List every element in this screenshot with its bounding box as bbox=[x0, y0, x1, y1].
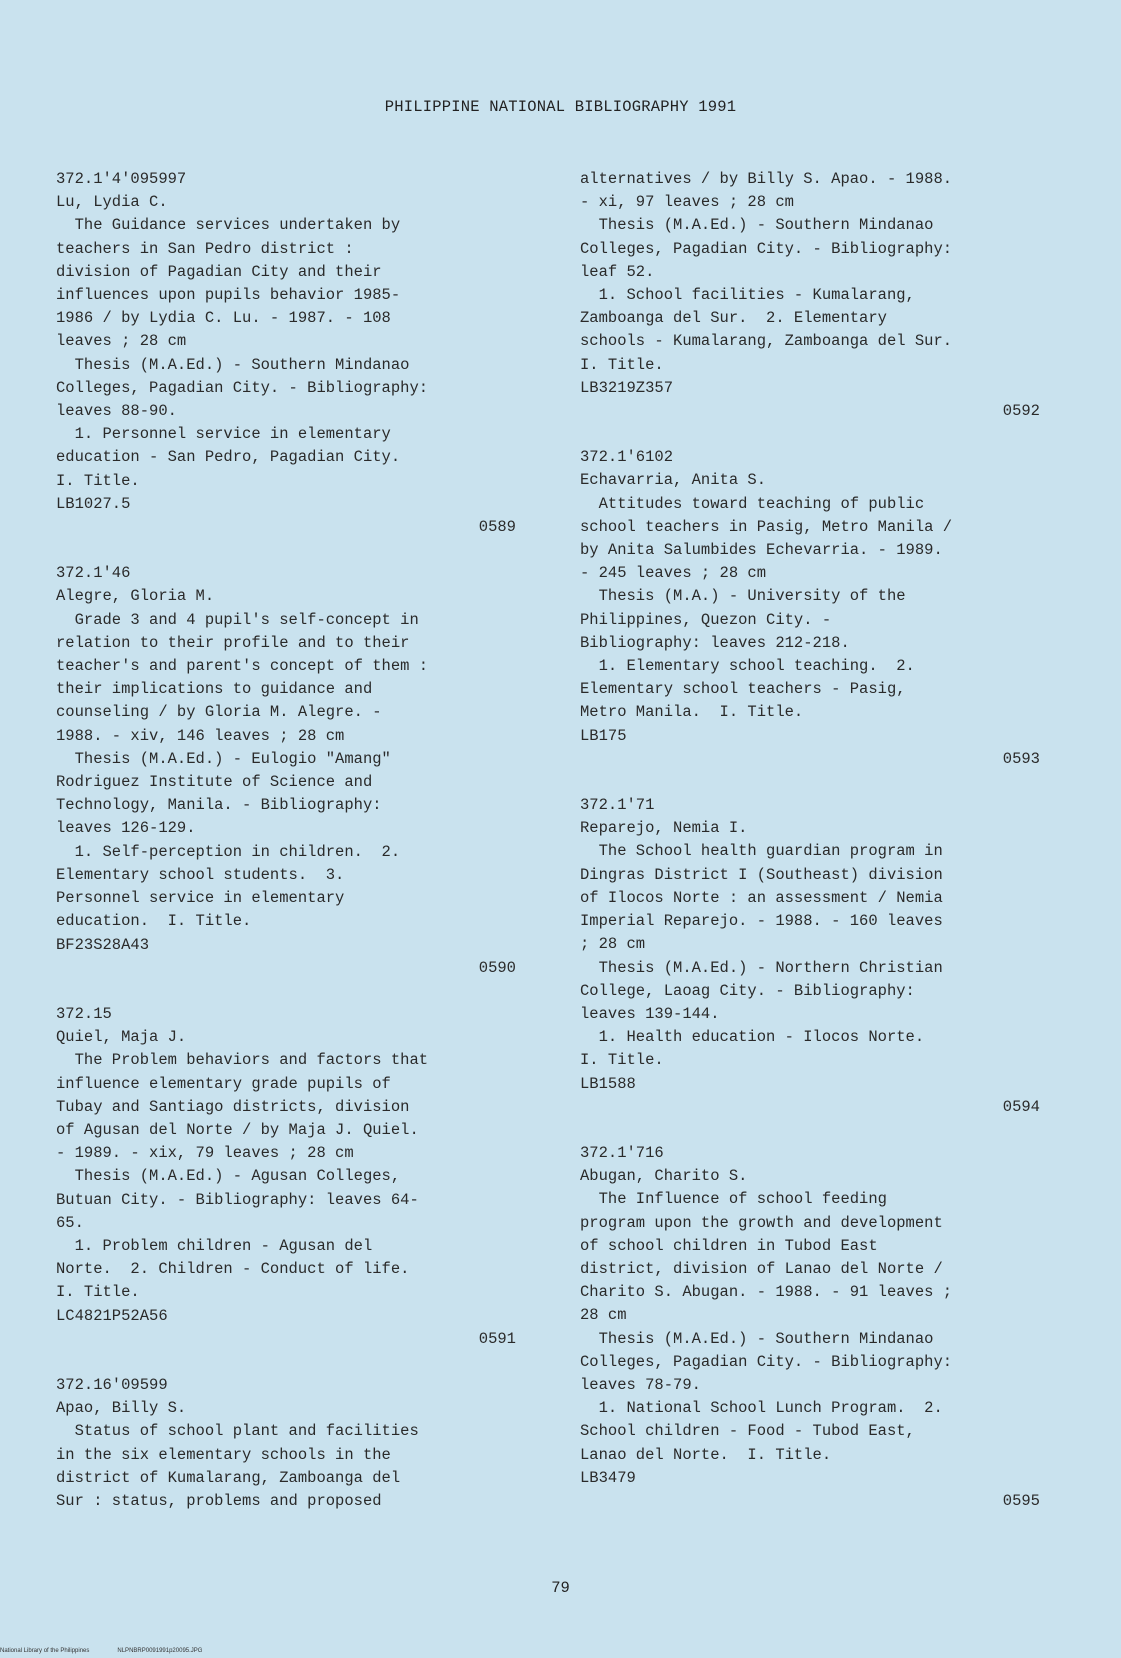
entry-line: School children - Food - Tubod East, bbox=[580, 1422, 915, 1441]
entry-line: Norte. 2. Children - Conduct of life. bbox=[56, 1260, 410, 1279]
entry-line: I. Title. bbox=[56, 471, 140, 490]
entry-line: Thesis (M.A.Ed.) - Eulogio "Amang" bbox=[56, 749, 391, 768]
author: Lu, Lydia C. bbox=[56, 193, 168, 212]
entry-line: relation to their profile and to their bbox=[56, 633, 410, 652]
page-header: PHILIPPINE NATIONAL BIBLIOGRAPHY 1991 bbox=[384, 98, 737, 116]
entry-line: school teachers in Pasig, Metro Manila / bbox=[580, 517, 953, 536]
entry-line: ; 28 cm bbox=[580, 935, 646, 954]
entry-line: I. Title. bbox=[580, 355, 664, 374]
entry-line: I. Title. bbox=[56, 1283, 140, 1302]
entry-line: of Agusan del Norte / by Maja J. Quiel. bbox=[56, 1120, 419, 1139]
entry-line: Thesis (M.A.Ed.) - Southern Mindanao bbox=[56, 355, 410, 374]
lc-number: LB175 bbox=[580, 726, 627, 745]
entry-line: by Anita Salumbides Echevarria. - 1989. bbox=[580, 541, 943, 560]
lc-number: LC4821P52A56 bbox=[56, 1306, 168, 1325]
entry-line: leaf 52. bbox=[580, 262, 655, 281]
entry-line: Lanao del Norte. I. Title. bbox=[580, 1445, 832, 1464]
bib-entry bbox=[580, 794, 1040, 1119]
entry-line: Colleges, Pagadian City. - Bibliography: bbox=[580, 1352, 953, 1371]
entry-line: schools - Kumalarang, Zamboanga del Sur. bbox=[580, 332, 953, 351]
entry-line: education - San Pedro, Pagadian City. bbox=[56, 448, 401, 467]
entry-line: leaves 78-79. bbox=[580, 1375, 701, 1394]
entry-line: 65. bbox=[56, 1213, 84, 1232]
entry-line: Dingras District I (Southeast) division bbox=[580, 865, 943, 884]
call-number: 372.1'716 bbox=[580, 1143, 664, 1162]
bib-entry bbox=[580, 446, 1040, 771]
bib-entry bbox=[56, 1374, 516, 1513]
entry-number: 0593 bbox=[1002, 749, 1040, 768]
page-number: 79 bbox=[551, 1579, 570, 1597]
bib-entry bbox=[56, 1003, 516, 1351]
entry-number: 0595 bbox=[1002, 1491, 1040, 1510]
entry-line: Rodriguez Institute of Science and bbox=[56, 773, 373, 792]
entry-line: - 245 leaves ; 28 cm bbox=[580, 564, 767, 583]
entry-line: 1. Elementary school teaching. 2. bbox=[580, 657, 915, 676]
entry-number: 0594 bbox=[1002, 1097, 1040, 1116]
entry-line: division of Pagadian City and their bbox=[56, 262, 382, 281]
entry-line: education. I. Title. bbox=[56, 912, 252, 931]
entry-line: 28 cm bbox=[580, 1306, 627, 1325]
entry-line: 1. Health education - Ilocos Norte. bbox=[580, 1028, 925, 1047]
author: Apao, Billy S. bbox=[56, 1399, 187, 1418]
bib-entry bbox=[56, 562, 516, 980]
lc-number: LB3219Z357 bbox=[580, 378, 674, 397]
author: Quiel, Maja J. bbox=[56, 1028, 187, 1047]
entry-line: - 1989. - xix, 79 leaves ; 28 cm bbox=[56, 1144, 354, 1163]
entry-line: 1. National School Lunch Program. 2. bbox=[580, 1399, 943, 1418]
bib-entry bbox=[56, 168, 516, 539]
call-number: 372.16'09599 bbox=[56, 1375, 168, 1394]
call-number: 372.1'46 bbox=[56, 564, 131, 583]
entry-line: The Guidance services undertaken by bbox=[56, 216, 401, 235]
entry-line: Grade 3 and 4 pupil's self-concept in bbox=[56, 610, 419, 629]
left-column bbox=[56, 168, 516, 1536]
entry-line: 1988. - xiv, 146 leaves ; 28 cm bbox=[56, 726, 345, 745]
entry-line: district, division of Lanao del Norte / bbox=[580, 1259, 943, 1278]
entry-line: Butuan City. - Bibliography: leaves 64- bbox=[56, 1190, 419, 1209]
entry-line: Thesis (M.A.Ed.) - Southern Mindanao bbox=[580, 1329, 934, 1348]
entry-line: 1. School facilities - Kumalarang, bbox=[580, 286, 915, 305]
entry-line: leaves 88-90. bbox=[56, 402, 177, 421]
entry-line: 1. Personnel service in elementary bbox=[56, 425, 391, 444]
entry-line: teacher's and parent's concept of them : bbox=[56, 657, 429, 676]
file-name: NLPNBRP0091991p20095.JPG bbox=[117, 1648, 203, 1654]
entry-line: Thesis (M.A.) - University of the bbox=[580, 587, 906, 606]
author: Echavarria, Anita S. bbox=[580, 471, 767, 490]
entry-line: 1. Self-perception in children. 2. bbox=[56, 842, 401, 861]
entry-line: Philippines, Quezon City. - bbox=[580, 610, 832, 629]
entry-line: influences upon pupils behavior 1985- bbox=[56, 286, 401, 305]
entry-line: of Ilocos Norte : an assessment / Nemia bbox=[580, 888, 943, 907]
entry-line: Elementary school teachers - Pasig, bbox=[580, 680, 906, 699]
entry-line: I. Title. bbox=[580, 1051, 664, 1070]
lc-number: LB1027.5 bbox=[56, 494, 131, 513]
author: Alegre, Gloria M. bbox=[56, 587, 215, 606]
author: Abugan, Charito S. bbox=[580, 1167, 748, 1186]
entry-line: Zamboanga del Sur. 2. Elementary bbox=[580, 309, 887, 328]
entry-line: Personnel service in elementary bbox=[56, 889, 345, 908]
call-number: 372.1'6102 bbox=[580, 448, 674, 467]
entry-line: 1986 / by Lydia C. Lu. - 1987. - 108 bbox=[56, 309, 391, 328]
library-name: National Library of the Philippines bbox=[0, 1648, 90, 1654]
entry-line: Thesis (M.A.Ed.) - Southern Mindanao bbox=[580, 216, 934, 235]
entry-line: Colleges, Pagadian City. - Bibliography: bbox=[580, 239, 953, 258]
call-number: 372.15 bbox=[56, 1004, 112, 1023]
bib-entry bbox=[580, 168, 1040, 423]
entry-line: Colleges, Pagadian City. - Bibliography: bbox=[56, 378, 429, 397]
bib-entry bbox=[580, 1142, 1040, 1513]
entry-line: leaves ; 28 cm bbox=[56, 332, 187, 351]
entry-line: district of Kumalarang, Zamboanga del bbox=[56, 1468, 401, 1487]
entry-line: alternatives / by Billy S. Apao. - 1988. bbox=[580, 170, 953, 188]
entry-line: Tubay and Santiago districts, division bbox=[56, 1097, 410, 1116]
entry-line: Elementary school students. 3. bbox=[56, 865, 345, 884]
entry-line: of school children in Tubod East bbox=[580, 1236, 878, 1255]
entry-line: leaves 139-144. bbox=[580, 1004, 720, 1023]
entry-line: Bibliography: leaves 212-218. bbox=[580, 633, 850, 652]
lc-number: BF23S28A43 bbox=[56, 935, 150, 954]
author: Reparejo, Nemia I. bbox=[580, 819, 748, 838]
entry-line: 1. Problem children - Agusan del bbox=[56, 1236, 373, 1255]
entry-line: The Influence of school feeding bbox=[580, 1190, 887, 1209]
entry-line: influence elementary grade pupils of bbox=[56, 1074, 391, 1093]
call-number: 372.1'71 bbox=[580, 796, 655, 815]
entry-number: 0592 bbox=[1002, 402, 1040, 421]
call-number: 372.1'4'095997 bbox=[56, 170, 187, 188]
entry-line: The Problem behaviors and factors that bbox=[56, 1051, 429, 1070]
entry-line: leaves 126-129. bbox=[56, 819, 196, 838]
entry-line: their implications to guidance and bbox=[56, 680, 373, 699]
entry-line: Charito S. Abugan. - 1988. - 91 leaves ; bbox=[580, 1283, 953, 1302]
entry-line: Thesis (M.A.Ed.) - Agusan Colleges, bbox=[56, 1167, 401, 1186]
lc-number: LB3479 bbox=[580, 1468, 636, 1487]
entry-number: 0591 bbox=[478, 1329, 516, 1348]
entry-line: counseling / by Gloria M. Alegre. - bbox=[56, 703, 382, 722]
entry-line: College, Laoag City. - Bibliography: bbox=[580, 981, 915, 1000]
entry-line: Status of school plant and facilities bbox=[56, 1422, 419, 1441]
entry-line: teachers in San Pedro district : bbox=[56, 239, 354, 258]
entry-line: Imperial Reparejo. - 1988. - 160 leaves bbox=[580, 912, 943, 931]
entry-line: Attitudes toward teaching of public bbox=[580, 494, 925, 513]
entry-line: - xi, 97 leaves ; 28 cm bbox=[580, 193, 794, 212]
entry-line: in the six elementary schools in the bbox=[56, 1445, 391, 1464]
entry-line: Metro Manila. I. Title. bbox=[580, 703, 804, 722]
entry-number: 0589 bbox=[478, 518, 516, 537]
entry-line: Thesis (M.A.Ed.) - Northern Christian bbox=[580, 958, 943, 977]
entry-line: The School health guardian program in bbox=[580, 842, 943, 861]
right-column bbox=[580, 168, 1040, 1536]
scan-footer bbox=[0, 1648, 230, 1654]
entry-number: 0590 bbox=[478, 958, 516, 977]
lc-number: LB1588 bbox=[580, 1074, 636, 1093]
entry-line: Sur : status, problems and proposed bbox=[56, 1491, 382, 1510]
entry-line: Technology, Manila. - Bibliography: bbox=[56, 796, 382, 815]
entry-line: program upon the growth and development bbox=[580, 1213, 943, 1232]
